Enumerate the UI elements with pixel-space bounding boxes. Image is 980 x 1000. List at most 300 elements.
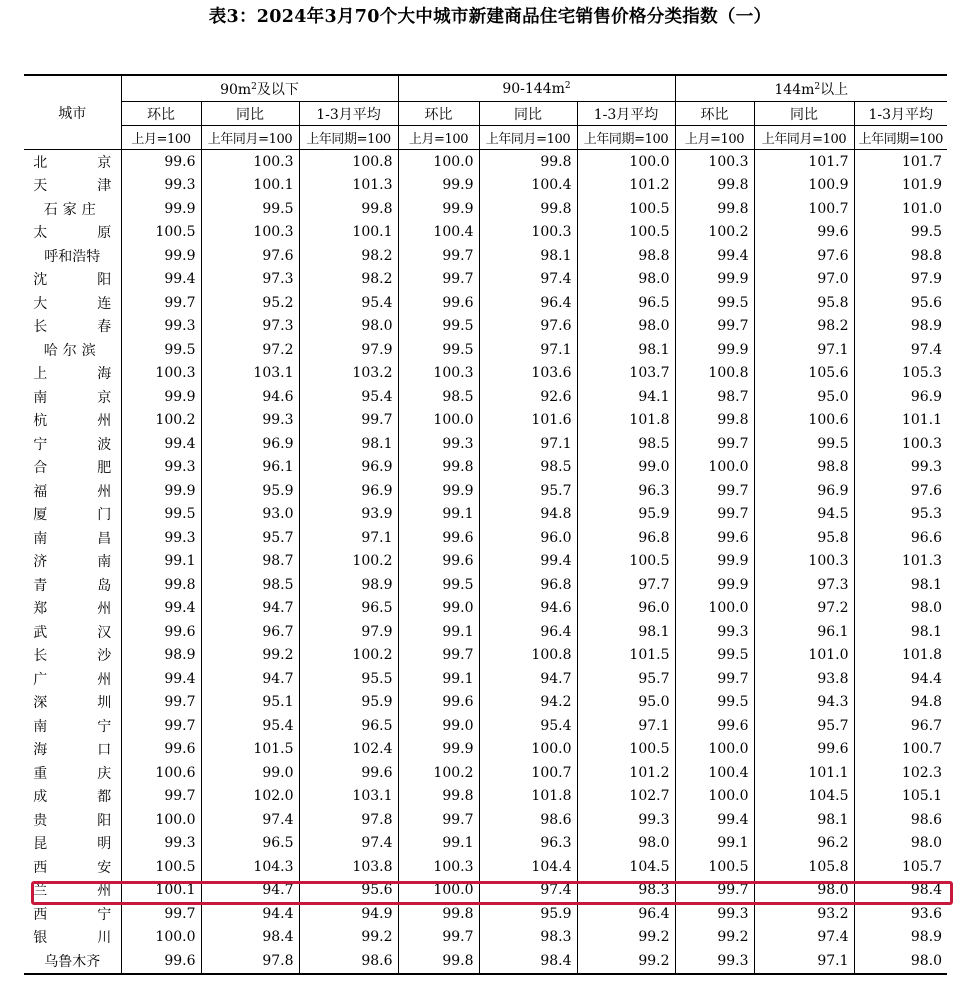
value-cell: 99.5 xyxy=(121,503,201,527)
city-cell xyxy=(24,667,121,691)
value-cell: 99.5 xyxy=(398,573,479,597)
value-cell: 99.5 xyxy=(754,432,854,456)
city-name: 青岛 xyxy=(33,577,112,594)
table-row xyxy=(24,738,947,762)
value-cell: 98.9 xyxy=(121,644,201,668)
value-cell: 98.1 xyxy=(854,573,947,597)
group-header-large: $144m^2$以上 xyxy=(675,75,947,102)
value-cell: 94.9 xyxy=(299,902,398,926)
value-cell: 95.9 xyxy=(299,691,398,715)
value-cell: 98.5 xyxy=(398,385,479,409)
value-cell: 96.4 xyxy=(479,620,577,644)
value-cell: 99.7 xyxy=(675,503,754,527)
table-row xyxy=(24,573,947,597)
value-cell: 100.1 xyxy=(201,174,299,198)
value-cell: 103.1 xyxy=(201,362,299,386)
value-cell: 100.2 xyxy=(299,550,398,574)
value-cell: 93.8 xyxy=(754,667,854,691)
value-cell: 95.1 xyxy=(201,691,299,715)
value-cell: 99.8 xyxy=(398,785,479,809)
value-cell: 100.3 xyxy=(121,362,201,386)
value-cell: 98.4 xyxy=(201,926,299,950)
value-cell: 96.5 xyxy=(201,832,299,856)
value-cell: 99.3 xyxy=(398,432,479,456)
value-cell: 97.1 xyxy=(479,338,577,362)
value-cell: 101.7 xyxy=(754,150,854,174)
table-row xyxy=(24,597,947,621)
value-cell: 93.2 xyxy=(754,902,854,926)
value-cell: 98.4 xyxy=(479,949,577,974)
city-name: 西宁 xyxy=(33,906,112,923)
city-cell xyxy=(24,268,121,292)
value-cell: 96.5 xyxy=(577,291,675,315)
value-cell: 95.0 xyxy=(577,691,675,715)
value-cell: 97.0 xyxy=(754,268,854,292)
value-cell: 99.9 xyxy=(121,244,201,268)
value-cell: 98.2 xyxy=(299,244,398,268)
value-cell: 99.9 xyxy=(398,738,479,762)
table-row xyxy=(24,268,947,292)
value-cell: 97.9 xyxy=(299,338,398,362)
value-cell: 93.6 xyxy=(854,902,947,926)
value-cell: 100.3 xyxy=(201,150,299,174)
value-cell: 98.0 xyxy=(577,315,675,339)
value-cell: 99.1 xyxy=(675,832,754,856)
city-name: 宁波 xyxy=(33,436,112,453)
value-cell: 93.0 xyxy=(201,503,299,527)
value-cell: 99.4 xyxy=(121,597,201,621)
value-cell: 100.2 xyxy=(398,761,479,785)
value-cell: 95.6 xyxy=(299,879,398,903)
value-cell: 95.4 xyxy=(479,714,577,738)
city-name: 南京 xyxy=(33,389,112,406)
value-cell: 99.5 xyxy=(675,644,754,668)
value-cell: 99.0 xyxy=(398,597,479,621)
base-header: 上月=100 xyxy=(675,126,754,150)
city-name: 昆明 xyxy=(33,836,112,853)
value-cell: 99.6 xyxy=(121,150,201,174)
value-cell: 95.9 xyxy=(201,479,299,503)
city-cell xyxy=(24,808,121,832)
city-cell xyxy=(24,432,121,456)
value-cell: 99.3 xyxy=(577,808,675,832)
value-cell: 95.7 xyxy=(577,667,675,691)
value-cell: 98.1 xyxy=(854,620,947,644)
value-cell: 100.6 xyxy=(754,409,854,433)
value-cell: 100.0 xyxy=(121,926,201,950)
value-cell: 100.8 xyxy=(675,362,754,386)
city-name: 济南 xyxy=(33,554,112,571)
city-name: 广州 xyxy=(33,671,112,688)
table-row xyxy=(24,385,947,409)
value-cell: 99.3 xyxy=(121,315,201,339)
value-cell: 97.4 xyxy=(299,832,398,856)
table-row xyxy=(24,926,947,950)
table-row xyxy=(24,315,947,339)
table-row xyxy=(24,832,947,856)
sub-header: 同比 xyxy=(754,102,854,126)
city-cell xyxy=(24,855,121,879)
value-cell: 105.8 xyxy=(754,855,854,879)
value-cell: 96.3 xyxy=(479,832,577,856)
value-cell: 98.8 xyxy=(854,244,947,268)
value-cell: 99.0 xyxy=(577,456,675,480)
value-cell: 100.0 xyxy=(121,808,201,832)
value-cell: 100.3 xyxy=(479,221,577,245)
value-cell: 99.8 xyxy=(299,197,398,221)
value-cell: 100.2 xyxy=(299,644,398,668)
base-header: 上年同期=100 xyxy=(854,126,947,150)
value-cell: 97.3 xyxy=(754,573,854,597)
value-cell: 97.2 xyxy=(201,338,299,362)
value-cell: 96.5 xyxy=(299,597,398,621)
value-cell: 103.8 xyxy=(299,855,398,879)
value-cell: 98.0 xyxy=(754,879,854,903)
value-cell: 100.8 xyxy=(479,644,577,668)
value-cell: 100.0 xyxy=(675,738,754,762)
value-cell: 99.9 xyxy=(675,550,754,574)
value-cell: 99.8 xyxy=(675,174,754,198)
base-header: 上月=100 xyxy=(121,126,201,150)
value-cell: 95.9 xyxy=(577,503,675,527)
value-cell: 98.6 xyxy=(479,808,577,832)
city-cell xyxy=(24,550,121,574)
value-cell: 100.1 xyxy=(299,221,398,245)
value-cell: 100.0 xyxy=(675,785,754,809)
value-cell: 100.8 xyxy=(299,150,398,174)
sub-header: 同比 xyxy=(479,102,577,126)
city-name: 杭州 xyxy=(33,413,112,430)
city-cell xyxy=(24,197,121,221)
table-row xyxy=(24,808,947,832)
value-cell: 99.8 xyxy=(479,197,577,221)
value-cell: 99.2 xyxy=(299,926,398,950)
value-cell: 99.9 xyxy=(675,338,754,362)
value-cell: 95.4 xyxy=(299,385,398,409)
city-cell xyxy=(24,597,121,621)
value-cell: 98.1 xyxy=(577,338,675,362)
value-cell: 101.5 xyxy=(577,644,675,668)
value-cell: 99.8 xyxy=(675,409,754,433)
value-cell: 96.9 xyxy=(299,456,398,480)
value-cell: 95.6 xyxy=(854,291,947,315)
value-cell: 100.9 xyxy=(754,174,854,198)
value-cell: 99.6 xyxy=(398,691,479,715)
value-cell: 99.6 xyxy=(121,738,201,762)
table-row xyxy=(24,197,947,221)
value-cell: 101.6 xyxy=(479,409,577,433)
value-cell: 96.7 xyxy=(854,714,947,738)
value-cell: 105.3 xyxy=(854,362,947,386)
table-row xyxy=(24,879,947,903)
city-cell xyxy=(24,315,121,339)
table-row xyxy=(24,761,947,785)
city-cell xyxy=(24,338,121,362)
value-cell: 95.8 xyxy=(754,526,854,550)
value-cell: 96.1 xyxy=(754,620,854,644)
city-name: 南宁 xyxy=(33,718,112,735)
value-cell: 101.3 xyxy=(854,550,947,574)
value-cell: 98.2 xyxy=(299,268,398,292)
value-cell: 99.3 xyxy=(121,174,201,198)
group-header-small: $90m^2$及以下 xyxy=(121,75,398,102)
value-cell: 104.5 xyxy=(754,785,854,809)
table-row xyxy=(24,456,947,480)
city-cell xyxy=(24,714,121,738)
value-cell: 99.3 xyxy=(675,902,754,926)
value-cell: 98.1 xyxy=(299,432,398,456)
value-cell: 99.5 xyxy=(675,291,754,315)
value-cell: 98.0 xyxy=(577,268,675,292)
sub-header: 同比 xyxy=(201,102,299,126)
value-cell: 99.3 xyxy=(854,456,947,480)
value-cell: 94.3 xyxy=(754,691,854,715)
city-cell xyxy=(24,902,121,926)
value-cell: 101.8 xyxy=(577,409,675,433)
value-cell: 100.3 xyxy=(854,432,947,456)
value-cell: 97.7 xyxy=(577,573,675,597)
value-cell: 96.9 xyxy=(754,479,854,503)
value-cell: 99.9 xyxy=(398,479,479,503)
value-cell: 101.8 xyxy=(854,644,947,668)
value-cell: 96.0 xyxy=(577,597,675,621)
city-name: 海口 xyxy=(33,742,112,759)
value-cell: 94.6 xyxy=(201,385,299,409)
city-cell xyxy=(24,949,121,974)
city-name: 深圳 xyxy=(33,695,112,712)
value-cell: 99.3 xyxy=(201,409,299,433)
value-cell: 99.9 xyxy=(121,197,201,221)
value-cell: 99.6 xyxy=(398,291,479,315)
value-cell: 101.1 xyxy=(754,761,854,785)
value-cell: 94.7 xyxy=(201,879,299,903)
table-row xyxy=(24,526,947,550)
value-cell: 98.8 xyxy=(754,456,854,480)
city-cell xyxy=(24,738,121,762)
city-name: 长沙 xyxy=(33,648,112,665)
value-cell: 104.5 xyxy=(577,855,675,879)
value-cell: 96.2 xyxy=(754,832,854,856)
value-cell: 100.0 xyxy=(479,738,577,762)
value-cell: 100.1 xyxy=(121,879,201,903)
value-cell: 100.4 xyxy=(675,761,754,785)
value-cell: 98.6 xyxy=(854,808,947,832)
value-cell: 97.6 xyxy=(754,244,854,268)
value-cell: 100.3 xyxy=(398,855,479,879)
value-cell: 98.5 xyxy=(479,456,577,480)
table-row xyxy=(24,644,947,668)
value-cell: 102.4 xyxy=(299,738,398,762)
value-cell: 100.5 xyxy=(577,550,675,574)
table-row xyxy=(24,291,947,315)
value-cell: 100.0 xyxy=(577,150,675,174)
value-cell: 99.6 xyxy=(121,620,201,644)
table-row xyxy=(24,550,947,574)
city-cell xyxy=(24,761,121,785)
value-cell: 99.6 xyxy=(675,714,754,738)
value-cell: 100.2 xyxy=(121,409,201,433)
value-cell: 98.9 xyxy=(299,573,398,597)
city-name: 哈尔滨 xyxy=(43,342,101,359)
value-cell: 100.3 xyxy=(201,221,299,245)
sub-header: 环比 xyxy=(675,102,754,126)
value-cell: 100.0 xyxy=(398,409,479,433)
value-cell: 100.5 xyxy=(121,855,201,879)
value-cell: 99.1 xyxy=(398,832,479,856)
city-name: 呼和浩特 xyxy=(44,248,101,265)
value-cell: 99.7 xyxy=(121,291,201,315)
value-cell: 97.3 xyxy=(201,268,299,292)
sub-header: 1-3月平均 xyxy=(299,102,398,126)
value-cell: 93.9 xyxy=(299,503,398,527)
value-cell: 103.2 xyxy=(299,362,398,386)
value-cell: 94.7 xyxy=(201,597,299,621)
value-cell: 100.0 xyxy=(675,597,754,621)
city-name: 重庆 xyxy=(33,765,112,782)
value-cell: 99.1 xyxy=(398,667,479,691)
value-cell: 103.1 xyxy=(299,785,398,809)
city-name: 郑州 xyxy=(33,601,112,618)
value-cell: 99.9 xyxy=(121,385,201,409)
value-cell: 92.6 xyxy=(479,385,577,409)
value-cell: 100.5 xyxy=(577,738,675,762)
value-cell: 94.8 xyxy=(479,503,577,527)
value-cell: 98.1 xyxy=(479,244,577,268)
value-cell: 101.9 xyxy=(854,174,947,198)
value-cell: 98.3 xyxy=(479,926,577,950)
value-cell: 98.3 xyxy=(577,879,675,903)
value-cell: 99.4 xyxy=(121,667,201,691)
value-cell: 96.8 xyxy=(479,573,577,597)
value-cell: 97.9 xyxy=(299,620,398,644)
value-cell: 99.3 xyxy=(121,526,201,550)
value-cell: 99.9 xyxy=(398,174,479,198)
table-row xyxy=(24,620,947,644)
value-cell: 98.7 xyxy=(201,550,299,574)
value-cell: 102.3 xyxy=(854,761,947,785)
value-cell: 100.5 xyxy=(675,855,754,879)
value-cell: 98.1 xyxy=(754,808,854,832)
value-cell: 99.7 xyxy=(398,926,479,950)
city-name: 西安 xyxy=(33,859,112,876)
value-cell: 99.7 xyxy=(299,409,398,433)
value-cell: 98.5 xyxy=(201,573,299,597)
value-cell: 101.8 xyxy=(479,785,577,809)
table-row xyxy=(24,244,947,268)
value-cell: 100.0 xyxy=(398,879,479,903)
value-cell: 99.1 xyxy=(398,620,479,644)
value-cell: 99.7 xyxy=(121,785,201,809)
value-cell: 98.4 xyxy=(854,879,947,903)
value-cell: 97.3 xyxy=(201,315,299,339)
value-cell: 105.7 xyxy=(854,855,947,879)
value-cell: 100.0 xyxy=(675,456,754,480)
value-cell: 99.7 xyxy=(675,432,754,456)
value-cell: 100.7 xyxy=(754,197,854,221)
value-cell: 95.4 xyxy=(201,714,299,738)
city-cell xyxy=(24,832,121,856)
value-cell: 99.3 xyxy=(121,832,201,856)
value-cell: 99.6 xyxy=(675,526,754,550)
city-name: 银川 xyxy=(33,930,112,947)
table-row xyxy=(24,409,947,433)
value-cell: 98.0 xyxy=(854,949,947,974)
table-row xyxy=(24,503,947,527)
value-cell: 99.6 xyxy=(121,949,201,974)
value-cell: 103.6 xyxy=(479,362,577,386)
value-cell: 98.9 xyxy=(854,315,947,339)
value-cell: 99.7 xyxy=(121,691,201,715)
value-cell: 99.2 xyxy=(675,926,754,950)
city-name: 厦门 xyxy=(33,507,112,524)
value-cell: 97.4 xyxy=(854,338,947,362)
value-cell: 98.0 xyxy=(854,597,947,621)
city-name: 贵阳 xyxy=(33,812,112,829)
value-cell: 99.8 xyxy=(398,456,479,480)
city-cell xyxy=(24,362,121,386)
city-name: 石家庄 xyxy=(43,201,101,218)
value-cell: 99.9 xyxy=(675,268,754,292)
table-row xyxy=(24,150,947,174)
value-cell: 101.2 xyxy=(577,174,675,198)
value-cell: 98.7 xyxy=(675,385,754,409)
value-cell: 99.5 xyxy=(854,221,947,245)
base-header: 上年同月=100 xyxy=(754,126,854,150)
city-name: 乌鲁木齐 xyxy=(44,953,101,970)
value-cell: 95.0 xyxy=(754,385,854,409)
base-header: 上年同月=100 xyxy=(479,126,577,150)
value-cell: 94.4 xyxy=(854,667,947,691)
value-cell: 100.4 xyxy=(398,221,479,245)
city-name: 北京 xyxy=(33,154,112,171)
sub-header: 1-3月平均 xyxy=(854,102,947,126)
value-cell: 101.0 xyxy=(854,197,947,221)
city-cell xyxy=(24,479,121,503)
value-cell: 94.5 xyxy=(754,503,854,527)
base-header: 上年同月=100 xyxy=(201,126,299,150)
table-row xyxy=(24,338,947,362)
value-cell: 99.7 xyxy=(675,879,754,903)
value-cell: 99.9 xyxy=(675,573,754,597)
value-cell: 96.7 xyxy=(201,620,299,644)
table-row xyxy=(24,949,947,974)
value-cell: 103.7 xyxy=(577,362,675,386)
value-cell: 98.6 xyxy=(299,949,398,974)
value-cell: 104.4 xyxy=(479,855,577,879)
value-cell: 95.7 xyxy=(479,479,577,503)
value-cell: 99.7 xyxy=(398,244,479,268)
value-cell: 99.6 xyxy=(754,221,854,245)
value-cell: 99.6 xyxy=(754,738,854,762)
city-cell xyxy=(24,244,121,268)
value-cell: 97.4 xyxy=(479,879,577,903)
city-name: 大连 xyxy=(33,295,112,312)
value-cell: 99.2 xyxy=(577,949,675,974)
value-cell: 98.9 xyxy=(854,926,947,950)
city-cell xyxy=(24,691,121,715)
value-cell: 98.0 xyxy=(299,315,398,339)
value-cell: 101.1 xyxy=(854,409,947,433)
value-cell: 100.4 xyxy=(479,174,577,198)
value-cell: 94.2 xyxy=(479,691,577,715)
value-cell: 98.0 xyxy=(854,832,947,856)
value-cell: 100.3 xyxy=(398,362,479,386)
value-cell: 99.0 xyxy=(201,761,299,785)
table-row xyxy=(24,221,947,245)
table-row xyxy=(24,785,947,809)
value-cell: 102.0 xyxy=(201,785,299,809)
value-cell: 96.6 xyxy=(854,526,947,550)
